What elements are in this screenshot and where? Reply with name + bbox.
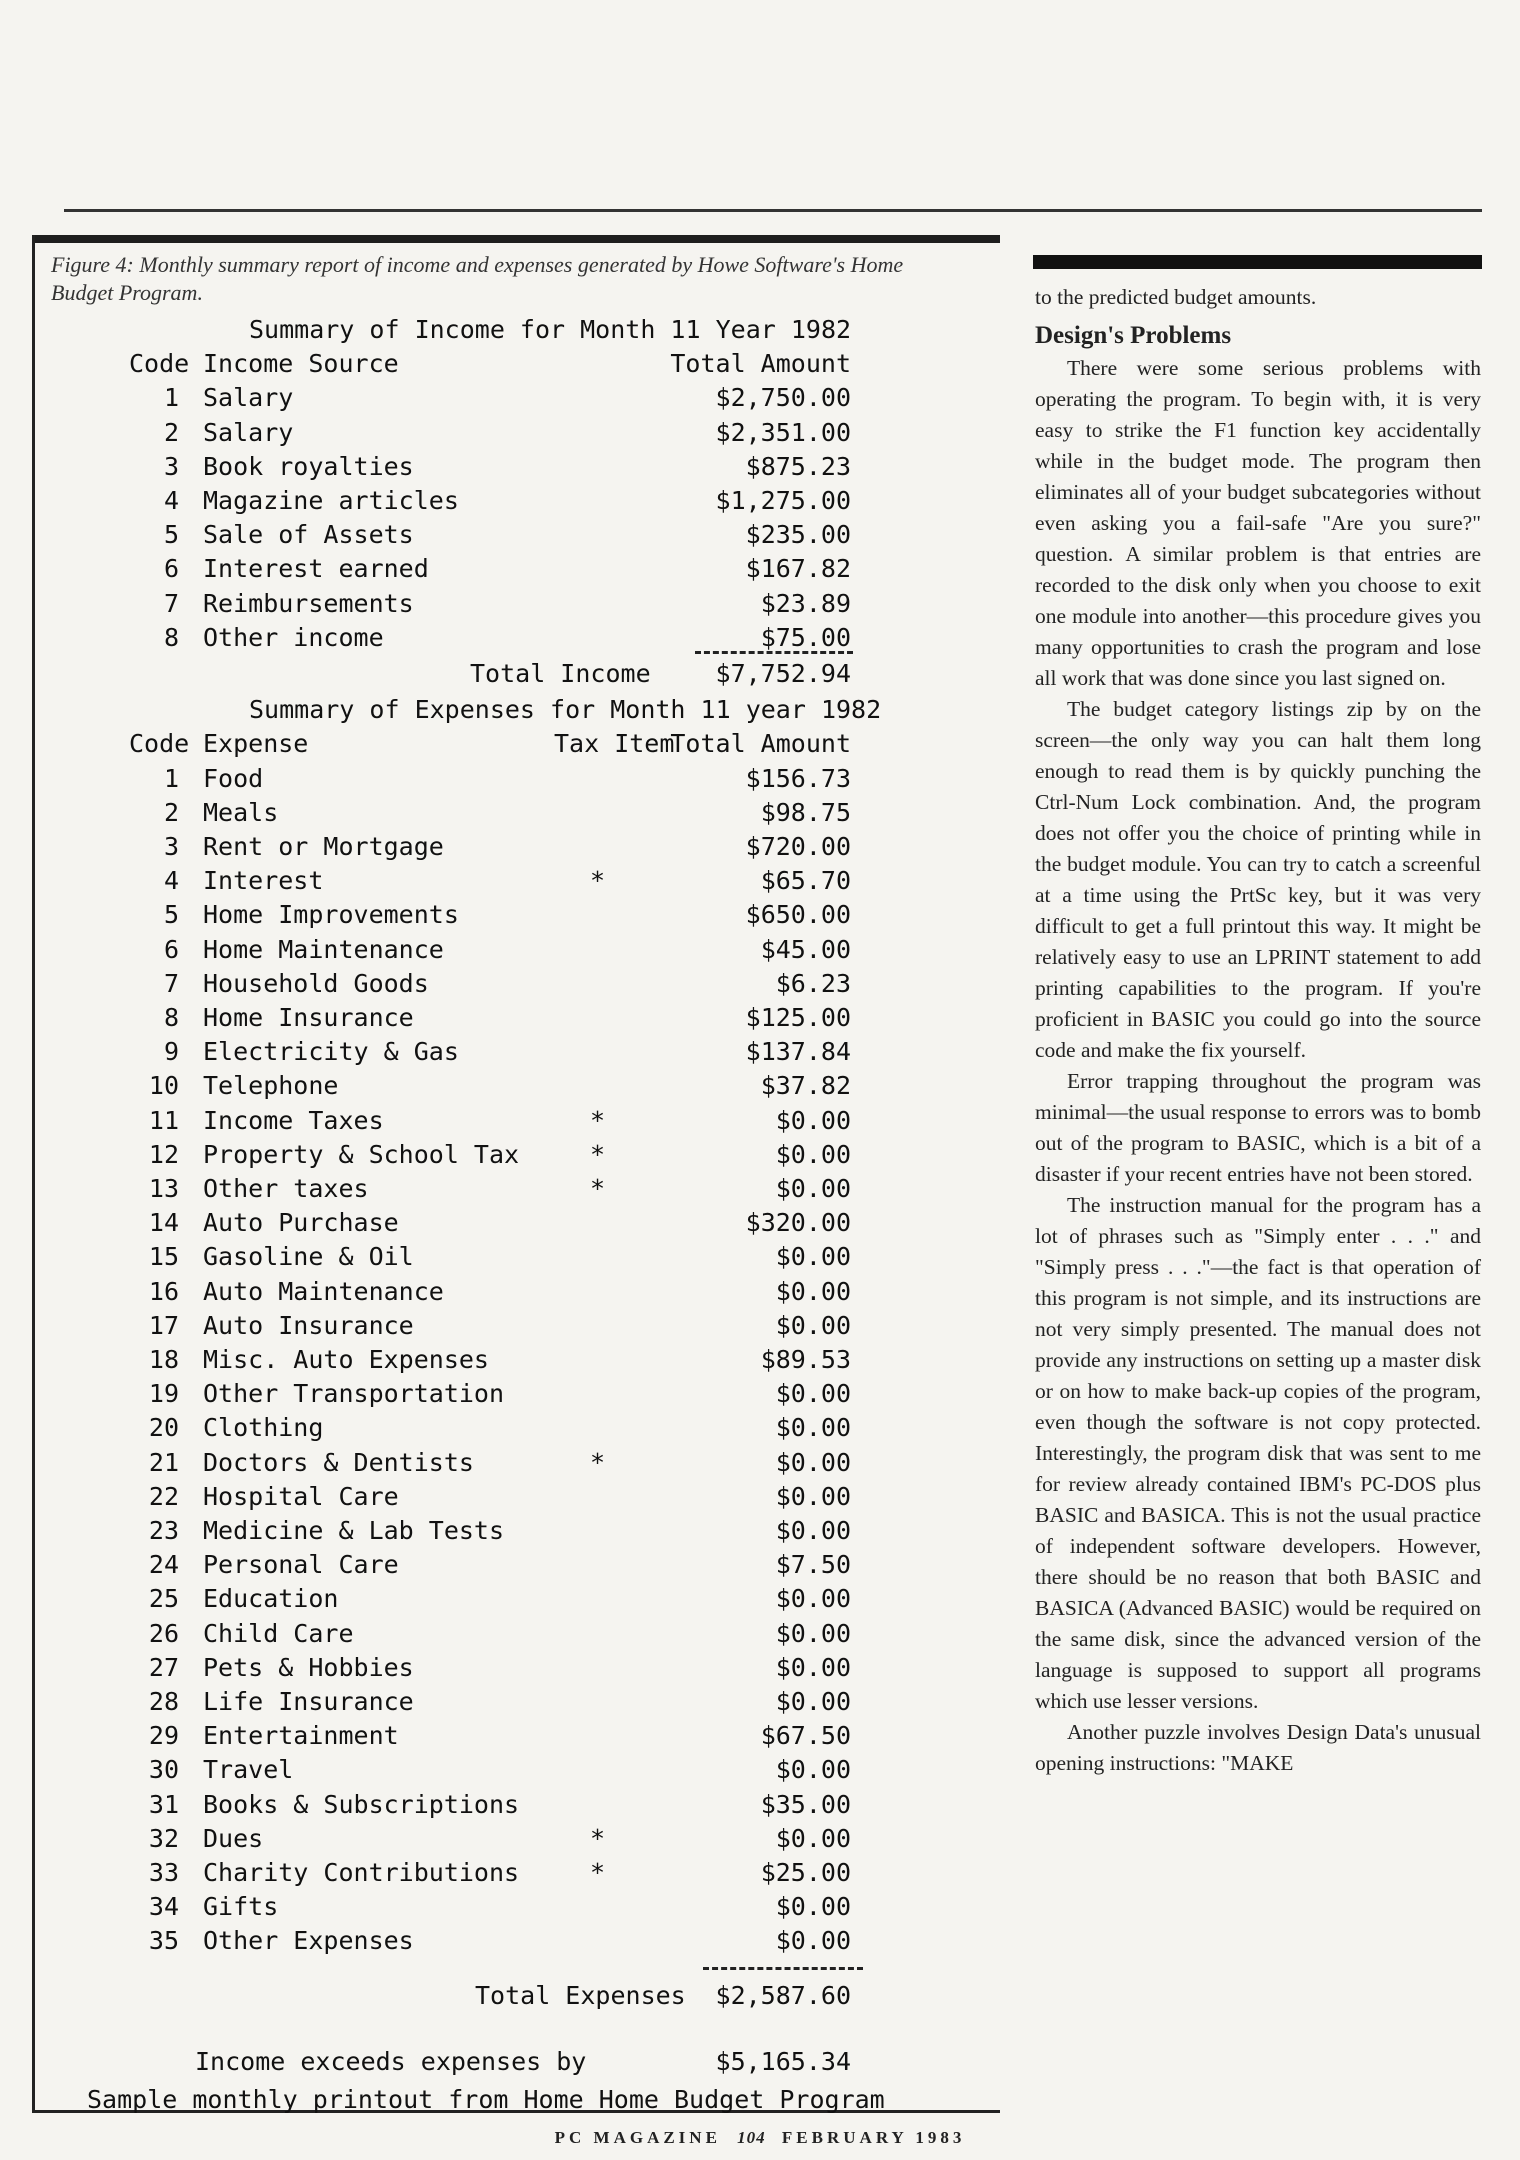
expense-name-cell: Auto Insurance <box>203 1310 414 1340</box>
expense-total-divider <box>703 1967 863 1970</box>
expense-name-cell: Gifts <box>203 1892 279 1922</box>
amount-cell: $0.00 <box>775 1139 851 1169</box>
expense-name-cell: Pets & Hobbies <box>203 1652 414 1682</box>
expense-name-cell: Rent or Mortgage <box>203 832 444 861</box>
income-source-cell: Interest earned <box>203 554 429 584</box>
amount-cell: $45.00 <box>760 934 851 964</box>
code-cell: 14 <box>148 1208 179 1238</box>
code-cell: 6 <box>163 934 179 964</box>
expense-summary-title: Summary of Expenses for Month 11 year 1982 <box>249 695 882 725</box>
amount-cell: $235.00 <box>745 520 851 550</box>
amount-cell: $7.50 <box>775 1550 851 1580</box>
tax-item-mark: * <box>590 1447 606 1477</box>
figure-4 <box>32 235 1000 2113</box>
income-source-cell: Other income <box>203 622 384 652</box>
expense-name-cell: Child Care <box>203 1618 354 1648</box>
expense-name-cell: Auto Maintenance <box>203 1276 444 1306</box>
expense-name-cell: Meals <box>203 797 279 827</box>
code-cell: 1 <box>163 383 179 413</box>
income-source-cell: Salary <box>203 383 294 413</box>
expense-name-cell: Doctors & Dentists <box>203 1447 474 1477</box>
amount-cell: $0.00 <box>775 1379 851 1409</box>
code-cell: 3 <box>163 832 179 861</box>
code-cell: 34 <box>148 1892 179 1922</box>
amount-cell: $720.00 <box>745 832 851 861</box>
tax-item-mark: * <box>590 1139 606 1169</box>
code-cell: 8 <box>163 1003 179 1032</box>
expense-name-cell: Clothing <box>203 1413 324 1443</box>
expense-name-cell: Hospital Care <box>203 1481 399 1511</box>
amount-cell: $0.00 <box>775 1276 851 1306</box>
code-cell: 10 <box>148 1071 179 1101</box>
amount-cell: $0.00 <box>775 1652 851 1682</box>
expense-name-cell: Household Goods <box>203 968 429 998</box>
code-cell: 20 <box>148 1413 179 1443</box>
code-cell: 28 <box>148 1687 179 1716</box>
amount-cell: Total Amount <box>670 729 851 759</box>
income-source-cell: Magazine articles <box>203 486 459 515</box>
amount-cell: $7,752.94 <box>715 659 851 688</box>
amount-cell: $0.00 <box>775 1618 851 1648</box>
income-summary-title: Summary of Income for Month 11 Year 1982 <box>249 315 852 344</box>
top-rule <box>64 209 1482 212</box>
expense-name-cell: Home Maintenance <box>203 934 444 964</box>
amount-cell: $125.00 <box>745 1003 851 1032</box>
amount-cell: $98.75 <box>760 797 851 827</box>
expense-name-cell: Travel <box>203 1755 294 1785</box>
expense-name-cell: Property & School Tax <box>203 1139 520 1169</box>
code-cell: 4 <box>163 866 179 896</box>
amount-cell: $2,750.00 <box>715 383 851 413</box>
code-cell: 24 <box>148 1550 179 1580</box>
amount-cell: $2,587.60 <box>715 1980 851 2010</box>
code-cell: 6 <box>163 554 179 584</box>
expense-name-cell: Income Taxes <box>203 1105 384 1135</box>
amount-cell: $0.00 <box>775 1105 851 1135</box>
code-cell: 2 <box>163 797 179 827</box>
amount-cell: $0.00 <box>775 1516 851 1545</box>
code-cell: 21 <box>148 1447 179 1477</box>
column-top-bar <box>1033 255 1482 269</box>
expense-header-tax: Tax Item <box>554 729 675 759</box>
code-cell: 22 <box>148 1481 179 1511</box>
expense-name-cell: Books & Subscriptions <box>203 1789 520 1819</box>
figure-caption: Figure 4: Monthly summary report of income and expenses generated by Howe Software's Home Budget Program. <box>51 252 904 305</box>
article-body <box>1035 282 1481 1779</box>
code-cell: 19 <box>148 1379 179 1409</box>
paragraph: The budget category listings zip by on the screen—the only way you can halt them long enough to read them is by quickly punching the Ctrl-Num Lock combination. And, the program does not offer you the choice of printing while in the budget module. You can try to catch a screenful at a time using the PrtSc key, but it was very difficult to get a full printout this way. It might be relatively easy to use an LPRINT statement to add printing capabilities to the program. If you're proficient in BASIC you could go into the source code and make the fix yourself. <box>1035 697 1481 1062</box>
code-cell: 17 <box>148 1310 179 1340</box>
expense-name-cell: Telephone <box>203 1071 339 1101</box>
code-cell: 23 <box>148 1516 179 1545</box>
income-exceeds-label: Income exceeds expenses by <box>195 2047 587 2076</box>
expense-name-cell: Interest <box>203 866 324 896</box>
total-expenses-label: Total Expenses <box>475 1980 686 2010</box>
amount-cell: $0.00 <box>775 1242 851 1272</box>
amount-cell: $0.00 <box>775 1174 851 1203</box>
amount-cell: $65.70 <box>760 866 851 896</box>
total-income-label: Total Income <box>470 659 651 688</box>
income-source-cell: Salary <box>203 417 294 447</box>
code-cell: 8 <box>163 622 179 652</box>
amount-cell: $23.89 <box>760 588 851 618</box>
expense-name-cell: Home Insurance <box>203 1003 414 1032</box>
amount-cell: $25.00 <box>760 1858 851 1887</box>
amount-cell: Total Amount <box>670 349 851 379</box>
expense-name-cell: Home Improvements <box>203 900 459 930</box>
expense-name-cell: Entertainment <box>203 1721 399 1751</box>
code-cell: 3 <box>163 451 179 481</box>
tax-item-mark: * <box>590 1105 606 1135</box>
code-cell: 4 <box>163 486 179 515</box>
paragraph: The instruction manual for the program has a lot of phrases such as "Simply enter . . ." and "Simply press . . ."—the fact is that operation of this program is not simple, and its instructions are not very simply presented. The manual does not provide any instructions on setting up a master disk or on how to make back-up copies of the program, even though the software is not copy protected. Interestingly, the program disk that was sent to me for review already contained IBM's PC-DOS plus BASIC and BASICA. This is not the usual practice of independent software developers. However, there should be no reason that both BASIC and BASICA (Advanced BASIC) would be required on the same disk, since the advanced version of the language is supposed to support all programs which use lesser versions. <box>1035 1193 1481 1713</box>
expense-name-cell: Charity Contributions <box>203 1858 520 1887</box>
page-footer <box>0 2128 1520 2148</box>
amount-cell: $0.00 <box>775 1755 851 1785</box>
amount-cell: $0.00 <box>775 1926 851 1956</box>
figure-top-bar <box>35 235 1000 243</box>
code-cell: 5 <box>163 900 179 930</box>
amount-cell: $35.00 <box>760 1789 851 1819</box>
report-footnote: Sample monthly printout from Home Home Budget Program <box>87 2085 885 2115</box>
amount-cell: $875.23 <box>745 451 851 481</box>
income-source-cell: Book royalties <box>203 451 414 481</box>
expense-name-cell: Life Insurance <box>203 1687 414 1716</box>
tax-item-mark: * <box>590 1858 606 1887</box>
income-source-cell: Sale of Assets <box>203 520 414 550</box>
code-cell: 11 <box>148 1105 179 1135</box>
code-cell: 5 <box>163 520 179 550</box>
amount-cell: $0.00 <box>775 1310 851 1340</box>
amount-cell: $0.00 <box>775 1413 851 1443</box>
code-cell: 9 <box>163 1037 179 1067</box>
footer-page-number: 104 <box>737 2128 766 2147</box>
code-cell: 13 <box>148 1174 179 1203</box>
amount-cell: $2,351.00 <box>715 417 851 447</box>
amount-cell: $0.00 <box>775 1447 851 1477</box>
amount-cell: $1,275.00 <box>715 486 851 515</box>
amount-cell: $137.84 <box>745 1037 851 1067</box>
expense-name-cell: Electricity & Gas <box>203 1037 459 1067</box>
expense-name-cell: Other taxes <box>203 1174 369 1203</box>
income-header-code: Code <box>129 349 190 379</box>
code-cell: 31 <box>148 1789 179 1819</box>
code-cell: 30 <box>148 1755 179 1785</box>
amount-cell: $67.50 <box>760 1721 851 1751</box>
code-cell: 1 <box>163 763 179 793</box>
amount-cell: $89.53 <box>760 1345 851 1374</box>
section-heading: Design's Problems <box>1035 322 1232 349</box>
code-cell: 16 <box>148 1276 179 1306</box>
footer-date: FEBRUARY 1983 <box>781 2128 966 2147</box>
amount-cell: $0.00 <box>775 1481 851 1511</box>
amount-cell: $650.00 <box>745 900 851 930</box>
expense-name-cell: Other Transportation <box>203 1379 505 1409</box>
code-cell: 7 <box>163 588 179 618</box>
amount-cell: $156.73 <box>745 763 851 793</box>
expense-name-cell: Dues <box>203 1823 264 1853</box>
amount-cell: $320.00 <box>745 1208 851 1238</box>
expense-header-code: Code <box>129 729 190 759</box>
amount-cell: $5,165.34 <box>715 2047 851 2076</box>
expense-name-cell: Food <box>203 763 264 793</box>
expense-name-cell: Personal Care <box>203 1550 399 1580</box>
expense-name-cell: Other Expenses <box>203 1926 414 1956</box>
paragraph: There were some serious problems with operating the program. To begin with, it is very easy to strike the F1 function key accidentally while in the budget mode. The program then eliminates all of your budget subcategories without even asking you a fail-safe "Are you sure?" question. A similar problem is that entries are recorded to the disk only when you choose to exit one module into another—this procedure gives you many opportunities to crash the program and lose all work that was done since you last signed on. <box>1035 356 1481 690</box>
code-cell: 26 <box>148 1618 179 1648</box>
income-header-source: Income Source <box>203 349 399 379</box>
income-source-cell: Reimbursements <box>203 588 414 618</box>
code-cell: 15 <box>148 1242 179 1272</box>
paragraph: Error trapping throughout the program was minimal—the usual response to errors was to bomb out of the program to BASIC, which is a bit of a disaster if your recent entries have not been stored. <box>1035 1069 1481 1186</box>
amount-cell: $0.00 <box>775 1687 851 1716</box>
amount-cell: $0.00 <box>775 1823 851 1853</box>
tax-item-mark: * <box>590 866 606 896</box>
amount-cell: $75.00 <box>760 622 851 652</box>
lead-line: to the predicted budget amounts. <box>1035 285 1317 309</box>
code-cell: 2 <box>163 417 179 447</box>
code-cell: 7 <box>163 968 179 998</box>
footer-magazine: PC MAGAZINE <box>554 2128 721 2147</box>
code-cell: 27 <box>148 1652 179 1682</box>
income-total-divider <box>695 651 853 654</box>
code-cell: 12 <box>148 1139 179 1169</box>
code-cell: 35 <box>148 1926 179 1956</box>
code-cell: 32 <box>148 1823 179 1853</box>
expense-name-cell: Medicine & Lab Tests <box>203 1516 505 1545</box>
code-cell: 29 <box>148 1721 179 1751</box>
code-cell: 18 <box>148 1345 179 1374</box>
amount-cell: $6.23 <box>775 968 851 998</box>
tax-item-mark: * <box>590 1823 606 1853</box>
amount-cell: $0.00 <box>775 1892 851 1922</box>
expense-header-name: Expense <box>203 729 309 759</box>
amount-cell: $37.82 <box>760 1071 851 1101</box>
expense-name-cell: Misc. Auto Expenses <box>203 1345 489 1374</box>
expense-name-cell: Gasoline & Oil <box>203 1242 414 1272</box>
expense-name-cell: Auto Purchase <box>203 1208 399 1238</box>
amount-cell: $167.82 <box>745 554 851 584</box>
code-cell: 33 <box>148 1858 179 1887</box>
paragraph: Another puzzle involves Design Data's unusual opening instructions: "MAKE <box>1035 1720 1481 1775</box>
expense-name-cell: Education <box>203 1584 339 1614</box>
amount-cell: $0.00 <box>775 1584 851 1614</box>
tax-item-mark: * <box>590 1174 606 1203</box>
code-cell: 25 <box>148 1584 179 1614</box>
